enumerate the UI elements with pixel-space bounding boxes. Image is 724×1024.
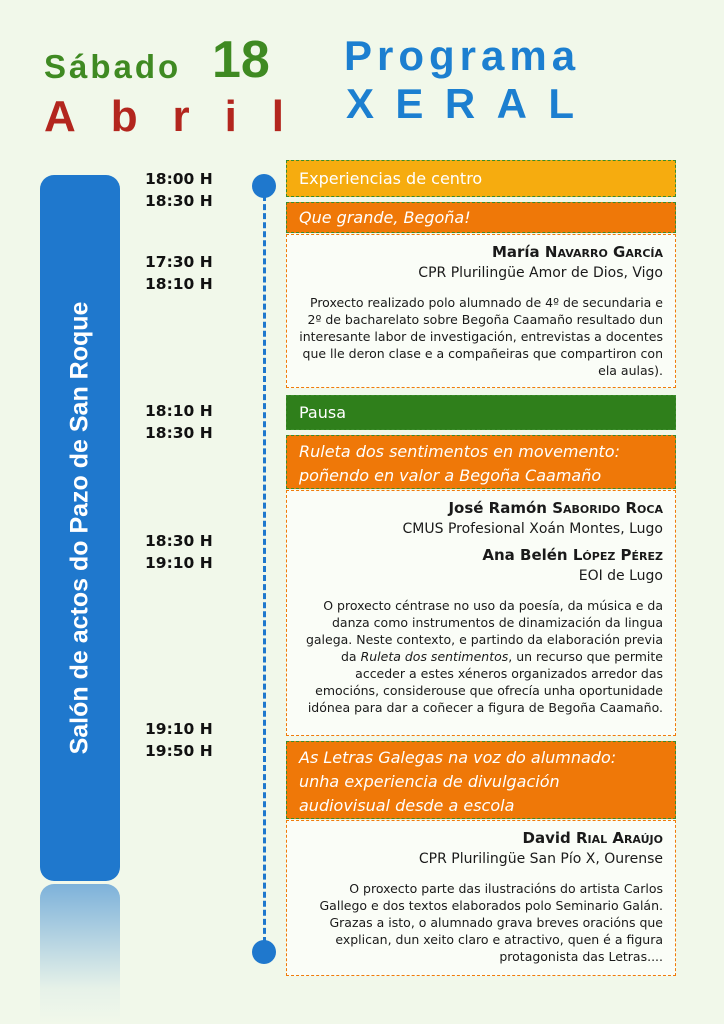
speaker-affiliation: CPR Plurilingüe Amor de Dios, Vigo (418, 265, 663, 281)
section-title: Pausa (299, 403, 347, 422)
month-letter: A (44, 92, 76, 141)
program-subtitle (346, 80, 574, 128)
time-start: 18:10 H (145, 402, 213, 420)
talk-description: Proxecto realizado polo alumnado de 4º de secundaria e 2º de bacharelato sobre Begoña Caamaño resultado dun interesante labor de investigación, entrevistas a docentes que lle deron clase e a compañeiras que compartiron con ela aulas). (299, 295, 663, 378)
talk-title-line: audiovisual desde a escola (299, 796, 515, 815)
venue-name: Salón de actos do Pazo de San Roque (65, 301, 94, 755)
program-letter: L (548, 80, 574, 127)
month-letter: l (271, 92, 284, 141)
talk-1-details (286, 234, 676, 388)
talk-1-title-bar (286, 202, 676, 233)
month-letter: b (110, 92, 138, 141)
program-letter: A (496, 80, 527, 127)
section-experiencias (286, 160, 676, 197)
timeline-end-dot (252, 940, 276, 964)
program-letter: R (444, 80, 476, 127)
talk-title-line: As Letras Galegas na voz do alumnado: (299, 748, 617, 767)
time-end: 18:10 H (145, 275, 213, 293)
time-end: 18:30 H (145, 192, 213, 210)
time-slot-5 (145, 718, 265, 762)
time-end: 19:10 H (145, 554, 213, 572)
speaker-affiliation: EOI de Lugo (578, 568, 663, 584)
timeline-line (263, 186, 266, 952)
speaker-affiliation: CPR Plurilingüe San Pío X, Ourense (418, 851, 663, 867)
talk-title: Que grande, Begoña! (299, 208, 471, 227)
speaker-name: José Ramón Saborido Roca (448, 499, 663, 517)
program-title: Programa (344, 32, 581, 79)
weekday: Sábado (44, 48, 182, 85)
talk-title-line: Ruleta dos sentimentos en movemento: (299, 442, 620, 461)
talk-description: O proxecto parte das ilustracións do artista Carlos Gallego e dos textos elaborados polo Seminario Galán. Grazas a isto, o alumnado grava breves oracións que explican, dun xeito claro e atractivo, quen é a figura protagonista das Letras.... (319, 881, 663, 964)
time-slot-1 (145, 168, 265, 212)
month (44, 92, 284, 142)
month-letter: r (172, 92, 190, 141)
time-slot-2 (145, 251, 265, 295)
talk-3-title-bar (286, 741, 676, 819)
talk-description: O proxecto céntrase no uso da poesía, da música e da danza como instrumentos de dinamización da lingua galega. Neste contexto, e partindo da elaboración previa da Ruleta dos sentimentos, un recurso que permite acceder a estes xéneros organizados arredor das emocións, considerouse que ofrecía unha oportunidade idónea para dar a coñecer a figura de Begoña Caamaño. (305, 598, 663, 715)
time-slot-3 (145, 400, 265, 444)
talk-3-details (286, 820, 676, 976)
section-pausa (286, 395, 676, 430)
time-start: 17:30 H (145, 253, 213, 271)
venue-bar (40, 175, 120, 881)
section-title: Experiencias de centro (299, 169, 483, 188)
time-slot-4 (145, 530, 265, 574)
time-start: 18:00 H (145, 170, 213, 188)
talk-2-title-bar (286, 435, 676, 489)
venue-reflection (40, 884, 120, 1024)
time-end: 18:30 H (145, 424, 213, 442)
talk-2-details (286, 490, 676, 736)
talk-title-line: unha experiencia de divulgación (299, 772, 560, 791)
time-start: 18:30 H (145, 532, 213, 550)
time-start: 19:10 H (145, 720, 213, 738)
speaker-name: David Rial Araújo (522, 829, 663, 847)
day-number: 18 (212, 31, 270, 89)
talk-title-line: poñendo en valor a Begoña Caamaño (299, 466, 602, 485)
program-letter: X (346, 80, 375, 127)
time-end: 19:50 H (145, 742, 213, 760)
speaker-name: Ana Belén López Pérez (482, 546, 663, 564)
speaker-name: María Navarro García (491, 243, 663, 261)
speaker-affiliation: CMUS Profesional Xoán Montes, Lugo (402, 521, 663, 537)
month-letter: i (224, 92, 237, 141)
program-letter: E (395, 80, 424, 127)
timeline-start-dot (252, 174, 276, 198)
